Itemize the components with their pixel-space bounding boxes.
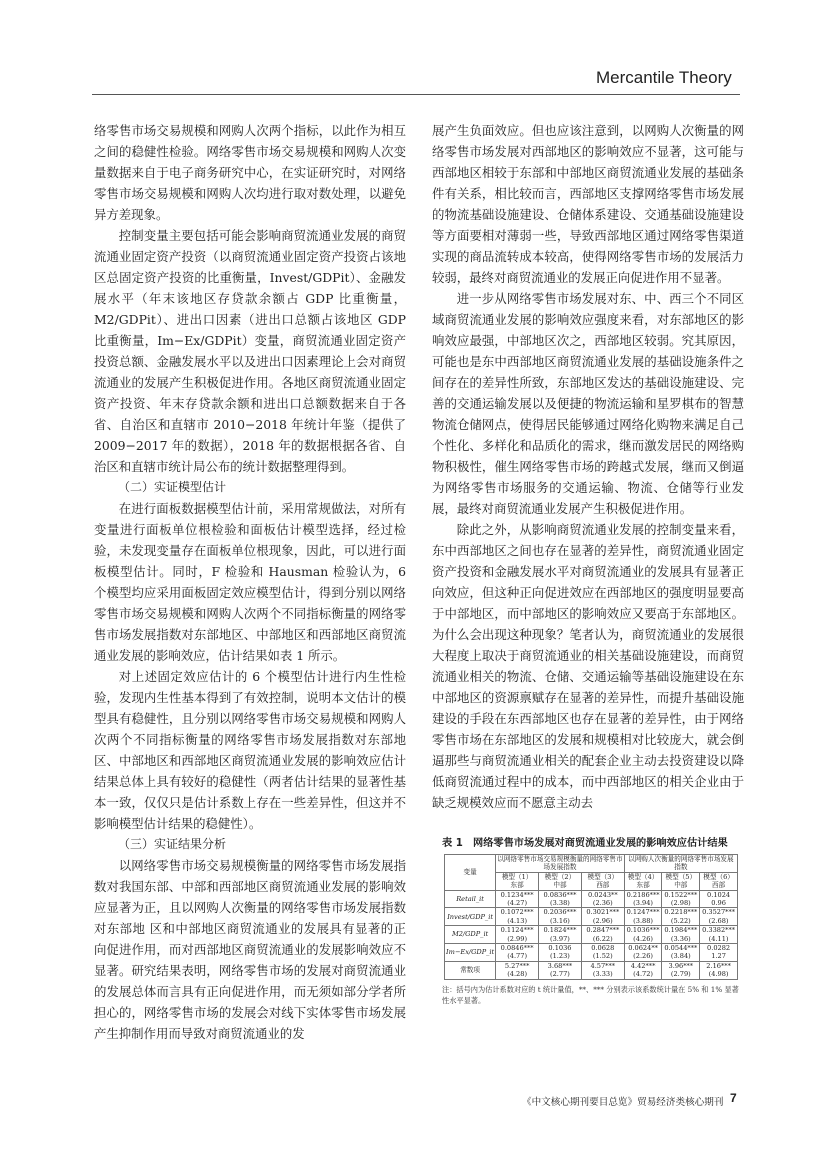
variable-cell: Retail_it — [445, 890, 496, 908]
paragraph: 在进行面板数据模型估计前，采用常规做法，对所有变量进行面板单位根检验和面板估计模型选择，经过检验，未发现变量存在面板单位根现象，因此，可以进行面板模型估计。同时，F 检验和 Hausman 检验认为，6 个模型均应采用面板固定效应模型估计，得到分别以网络零售市场交易规模和网购人次两个不同指标衡量的网络零售市场发展指数对东部地区、中部地区和西部地区商贸流通业发展的影响效应，估计结果如表 1 所示。 — [94, 501, 406, 663]
variable-cell: Invest/GDP_it — [445, 908, 496, 926]
page-number: 7 — [730, 1091, 737, 1105]
model-header: 模型（3） 西部 — [581, 872, 624, 890]
table-row — [445, 908, 738, 926]
model-header: 模型（4） 东部 — [624, 872, 662, 890]
table-row — [445, 961, 738, 979]
estimate-cell: 0.1024 0.96 — [700, 890, 738, 908]
table-1 — [442, 834, 740, 1006]
estimate-cell: 3.96*** (2.79) — [662, 961, 700, 979]
estimate-cell: 0.0243** (2.36) — [581, 890, 624, 908]
estimate-cell: 5.27*** (4.28) — [496, 961, 539, 979]
group-header-1: 以网络零售市场交易规模衡量的网络零售市场发展指数 — [497, 855, 623, 872]
paragraph: 络零售市场交易规模和网购人次两个指标，以此作为相互之间的稳健性检验。网络零售市场交易规模和网购人次变量数据来自于电子商务研究中心，在实证研究时，对网络零售市场交易规模和网购人次均进行取对数处理，以避免异方差现象。 — [94, 123, 406, 222]
journal-header: Mercantile Theory — [596, 68, 732, 87]
table-row — [445, 944, 738, 962]
footer-journal: 《中文核心期刊要目总览》贸易经济类核心期刊 — [522, 1097, 724, 1108]
estimate-cell: 0.0846*** (4.77) — [496, 944, 539, 962]
variable-cell: 常数项 — [445, 961, 496, 979]
model-header: 模型（5） 中部 — [662, 872, 700, 890]
estimate-cell: 0.3527*** (2.68) — [700, 908, 738, 926]
table-row — [445, 890, 738, 908]
right-column — [432, 120, 744, 813]
estimate-cell: 0.0544*** (3.84) — [662, 944, 700, 962]
header-rule — [92, 94, 740, 95]
paragraph: 以网络零售市场交易规模衡量的网络零售市场发展指数对我国东部、中部和西部地区商贸流通业发展的影响效应显著为正，且以网购人次衡量的网络零售市场发展指数对东部地 区和中部地区商贸流通业的发展具有显著的正向促进作用，而对西部地区商贸流通业的发展影响效应不显著。研究结果表明，网络零售市场的发展对商贸流通业的发展总体而言具有正向促进作用，而无须如部分学者所担心的，网络零售市场的发展会对线下实体零售市场发展产生抑制作用而导致对商贸流通业的发 — [94, 858, 406, 1041]
estimate-cell: 0.1036*** (4.26) — [624, 926, 662, 944]
section-heading: （二）实证模型估计 — [118, 480, 227, 494]
table-row — [445, 926, 738, 944]
estimate-cell: 0.2847*** (6.22) — [581, 926, 624, 944]
estimate-cell: 0.2036*** (3.16) — [539, 908, 582, 926]
var-header: 变量 — [445, 855, 496, 891]
variable-cell: M2/GDP_it — [445, 926, 496, 944]
variable-cell: Im−Ex/GDP_it — [445, 944, 496, 962]
model-header: 模型（2） 中部 — [539, 872, 582, 890]
estimate-cell: 2.16*** (4.98) — [700, 961, 738, 979]
estimate-cell: 3.68*** (2.77) — [539, 961, 582, 979]
model-header: 模型（6） 西部 — [700, 872, 738, 890]
paragraph: 对上述固定效应估计的 6 个模型估计进行内生性检验，发现内生性基本得到了有效控制，说明本文估计的模型具有稳健性，且分别以网络零售市场交易规模和网购人次两个不同指标衡量的网络零售市场发展指数对东部地区、中部地区和西部地区商贸流通业发展的影响效应估计结果总体上具有较好的稳健性（两者估计结果的显著性基本一致，仅仅只是估计系数上存在一些差异性，但这并不影响模型估计结果的稳健性）。 — [94, 669, 406, 831]
estimate-cell: 0.0624** (2.26) — [624, 944, 662, 962]
estimate-cell: 0.1824*** (3.97) — [539, 926, 582, 944]
estimate-cell: 0.3021*** (2.96) — [581, 908, 624, 926]
estimate-cell: 0.3382*** (4.11) — [700, 926, 738, 944]
section-heading: （三）实证结果分析 — [118, 837, 227, 851]
paragraph: 除此之外，从影响商贸流通业发展的控制变量来看，东中西部地区之间也存在显著的差异性，商贸流通业固定资产投资和金融发展水平对商贸流通业的发展具有显著正向效应，但这种正向促进效应在西部地区的强度明显要高于中部地区，而中部地区的影响效应又要高于东部地区。为什么会出现这种现象？笔者认为，商贸流通业的发展很大程度上取决于商贸流通业的相关基础设施建设，而商贸流通业相关的物流、仓储、交通运输等基础设施建设在东中部地区的资源禀赋存在显著的差异性，而提升基础设施建设的手段在东西部地区也存在显著的差异性，由于网络零售市场在东部地区的发展和规模相对比较庞大，就会倒逼那些与商贸流通业相关的配套企业主动去投资建设以降低商贸流通过程中的成本，而中西部地区的相关企业由于缺乏规模效应而不愿意主动去 — [432, 522, 744, 810]
estimate-cell: 4.57*** (3.33) — [581, 961, 624, 979]
paragraph: 展产生负面效应。但也应该注意到，以网购人次衡量的网络零售市场发展对西部地区的影响效应不显著，这可能与西部地区相较于东部和中部地区商贸流通业发展的基础条件有关系，相比较而言，西部地区支撑网络零售市场发展的物流基础设施建设、仓储体系建设、交通基础设施建设等方面要相对薄弱一些，导致西部地区通过网络零售渠道实现的商品流转成本较高，使得网络零售市场的发展活力较弱，最终对商贸流通业的发展正向促进作用不显著。 — [432, 123, 744, 285]
estimate-cell: 0.0628 (1.52) — [581, 944, 624, 962]
estimate-cell: 0.1522*** (2.98) — [662, 890, 700, 908]
table-note: 注：括号内为估计系数对应的 t 统计量值，**、*** 分别表示该系数统计量在 5% 和 1% 显著性水平显著。 — [442, 984, 739, 1005]
estimate-cell: 0.2186*** (3.94) — [624, 890, 662, 908]
model-header: 模型（1） 东部 — [496, 872, 539, 890]
left-column — [94, 120, 406, 1044]
estimate-cell: 0.1247*** (3.88) — [624, 908, 662, 926]
paragraph: 进一步从网络零售市场发展对东、中、西三个不同区域商贸流通业发展的影响效应强度来看，对东部地区的影响效应最强，中部地区次之，西部地区较弱。究其原因，可能也是东中西部地区商贸流通业发展的基础设施条件之间存在的差异性所致，东部地区发达的基础设施建设、完善的交通运输发展以及便捷的物流运输和星罗棋布的智慧物流仓储网点，使得居民能够通过网络化购物来满足自己个性化、多样化和品质化的需求，继而激发居民的网络购物积极性，催生网络零售市场的跨越式发展，继而又倒逼为网络零售市场服务的交通运输、物流、仓储等行业发展，最终对商贸流通业发展产生积极促进作用。 — [432, 291, 744, 516]
estimate-cell: 4.42*** (4.72) — [624, 961, 662, 979]
estimate-cell: 0.1036 (1.23) — [539, 944, 582, 962]
estimate-cell: 0.2218*** (5.22) — [662, 908, 700, 926]
estimate-cell: 0.0836*** (3.38) — [539, 890, 582, 908]
group-header-2: 以网购人次衡量的网络零售市场发展指数 — [624, 855, 737, 873]
paragraph: 控制变量主要包括可能会影响商贸流通业发展的商贸流通业固定资产投资（以商贸流通业固定资产投资占该地区总固定资产投资的比重衡量，Invest/GDPit）、金融发展水平（年末该地区存贷款余额占 GDP 比重衡量，M2/GDPit）、进出口因素（进出口总额占该地区 GDP 比重衡量，Im−Ex/GDPit）变量，商贸流通业固定资产投资总额、金融发展水平以及进出口因素理论上会对商贸流通业的发展产生积极促进作用。各地区商贸流通业固定资产投资、年末存贷款余额和进出口总额数据来自于各省、自治区和直辖市 2010−2018 年统计年鉴（提供了 2009−2017 年的数据），2018 年的数据根据各省、自治区和直辖市统计局公布的统计数据整理得到。 — [94, 228, 406, 474]
estimate-cell: 0.0282 1.27 — [700, 944, 738, 962]
estimate-cell: 0.1124*** (2.99) — [496, 926, 539, 944]
estimate-cell: 0.1072*** (4.13) — [496, 908, 539, 926]
estimate-cell: 0.1234*** (4.27) — [496, 890, 539, 908]
results-table — [444, 854, 738, 980]
estimate-cell: 0.1984*** (3.36) — [662, 926, 700, 944]
table-title: 表 1 网络零售市场发展对商贸流通业发展的影响效应估计结果 — [442, 838, 728, 849]
